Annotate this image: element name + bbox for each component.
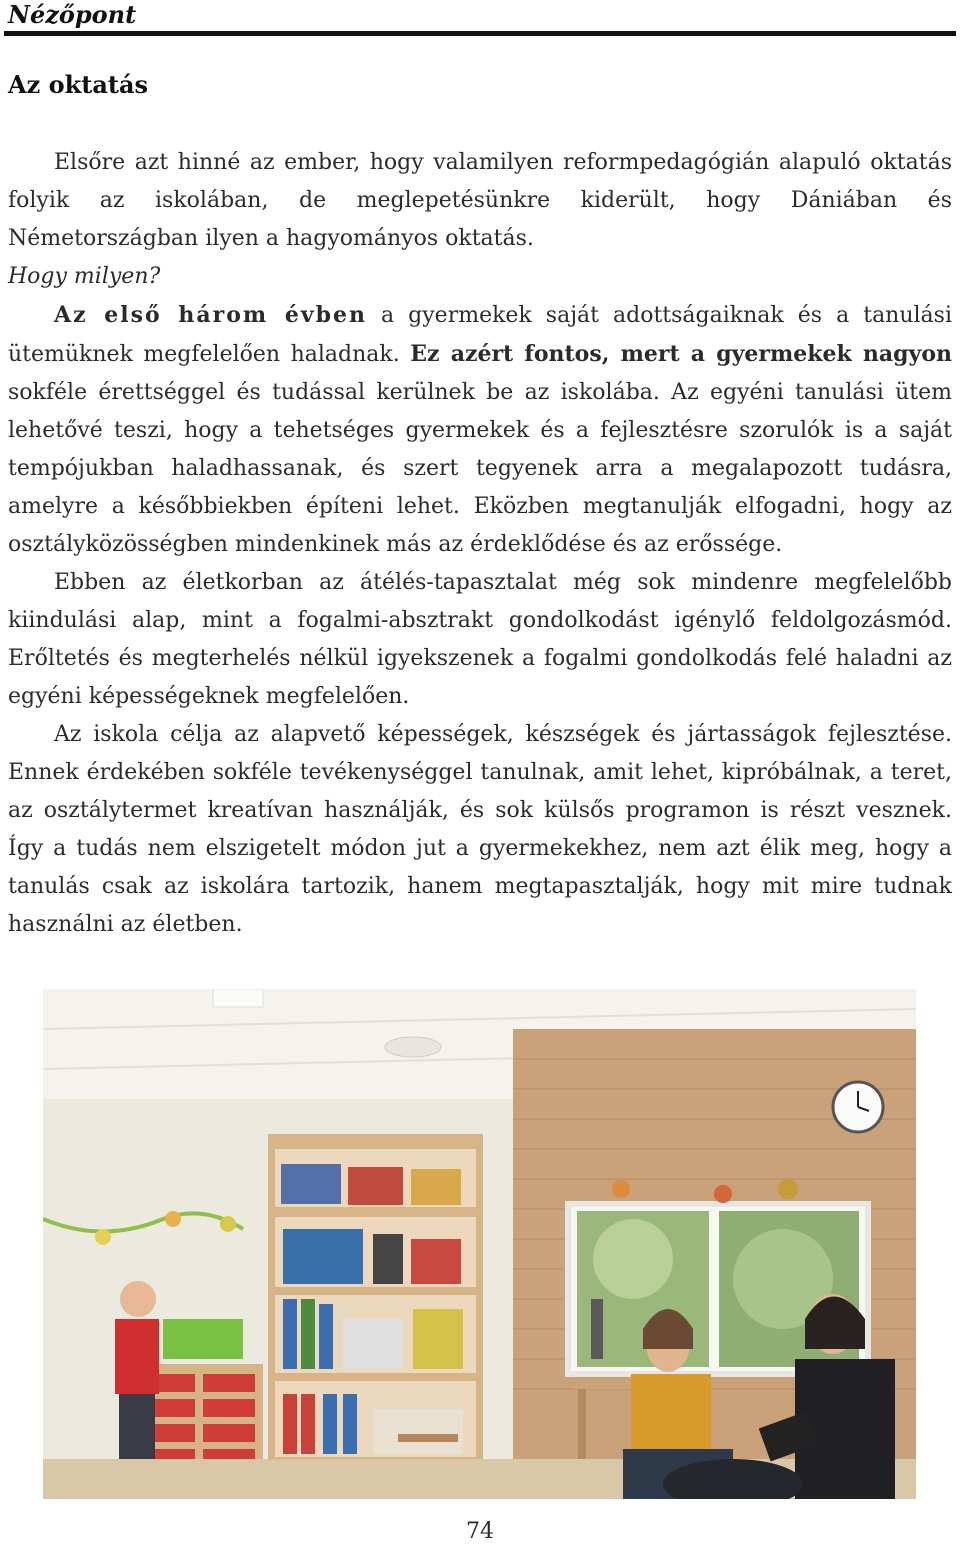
header-rule (4, 31, 956, 36)
bold-phrase-2: Ez azért fontos, mert a gyermekek nagyon (410, 341, 953, 367)
paragraph-4: Ebben az életkorban az átélés-tapasztalat még sok mindenre megfelelőbb kiindulási alap, mint a fogalmi-absztrakt gondolkodást igénylő feldolgozásmód. Erőltetés és megterhelés nélkül igyekszenek a fogalmi gondolkodás felé haladni az egyéni képességeknek megfelelően. (8, 570, 952, 709)
classroom-illustration (43, 989, 916, 1499)
section-title: Az oktatás (8, 70, 149, 99)
body-text (8, 144, 952, 944)
classroom-photo (43, 989, 916, 1499)
paragraph-3 (8, 296, 952, 564)
paragraph-3-text-b: sokféle érettséggel és tudással kerülnek be az iskolába. Az egyéni tanulási ütem lehetővé teszi, hogy a tehetséges gyermekek és a fejlesztésre szorulók is a saját tempójukban haladhassanak, és szert tegyenek arra a megalapozott tudásra, amelyre a későbbiekben építeni lehet. Eközben megtanulják elfogadni, hogy az osztályközösségben mindenkinek más az érdeklődése és az erőssége. (8, 380, 952, 557)
paragraph-5: Az iskola célja az alapvető képességek, készségek és jártasságok fejlesztése. Ennek érdekében sokféle tevékenységgel tanulnak, amit lehet, kipróbálnak, a teret, az osztálytermet kreatívan használják, és sok külsős programon is részt vesznek. Így a tudás nem elszigetelt módon jut a gyermekekhez, nem azt élik meg, hogy a tanulás csak az iskolára tartozik, hanem megtapasztalják, hogy mit mire tudnak használni az életben. (8, 722, 952, 937)
page-number: 74 (466, 1519, 494, 1544)
paragraph-2: Hogy milyen? (8, 264, 161, 289)
paragraph-1: Elsőre azt hinné az ember, hogy valamilyen reformpedagógián alapuló oktatás folyik az iskolában, de meglepetésünkre kiderült, hogy Dániában és Németországban ilyen a hagyományos oktatás. (8, 150, 952, 251)
bold-phrase-1: Az első három évben (54, 302, 367, 328)
paragraph-3-text-a: a gyermekek saját adottságaiknak és a tanulási ütemüknek megfelelően haladnak. (8, 303, 952, 367)
header-title: Nézőpont (8, 0, 137, 29)
